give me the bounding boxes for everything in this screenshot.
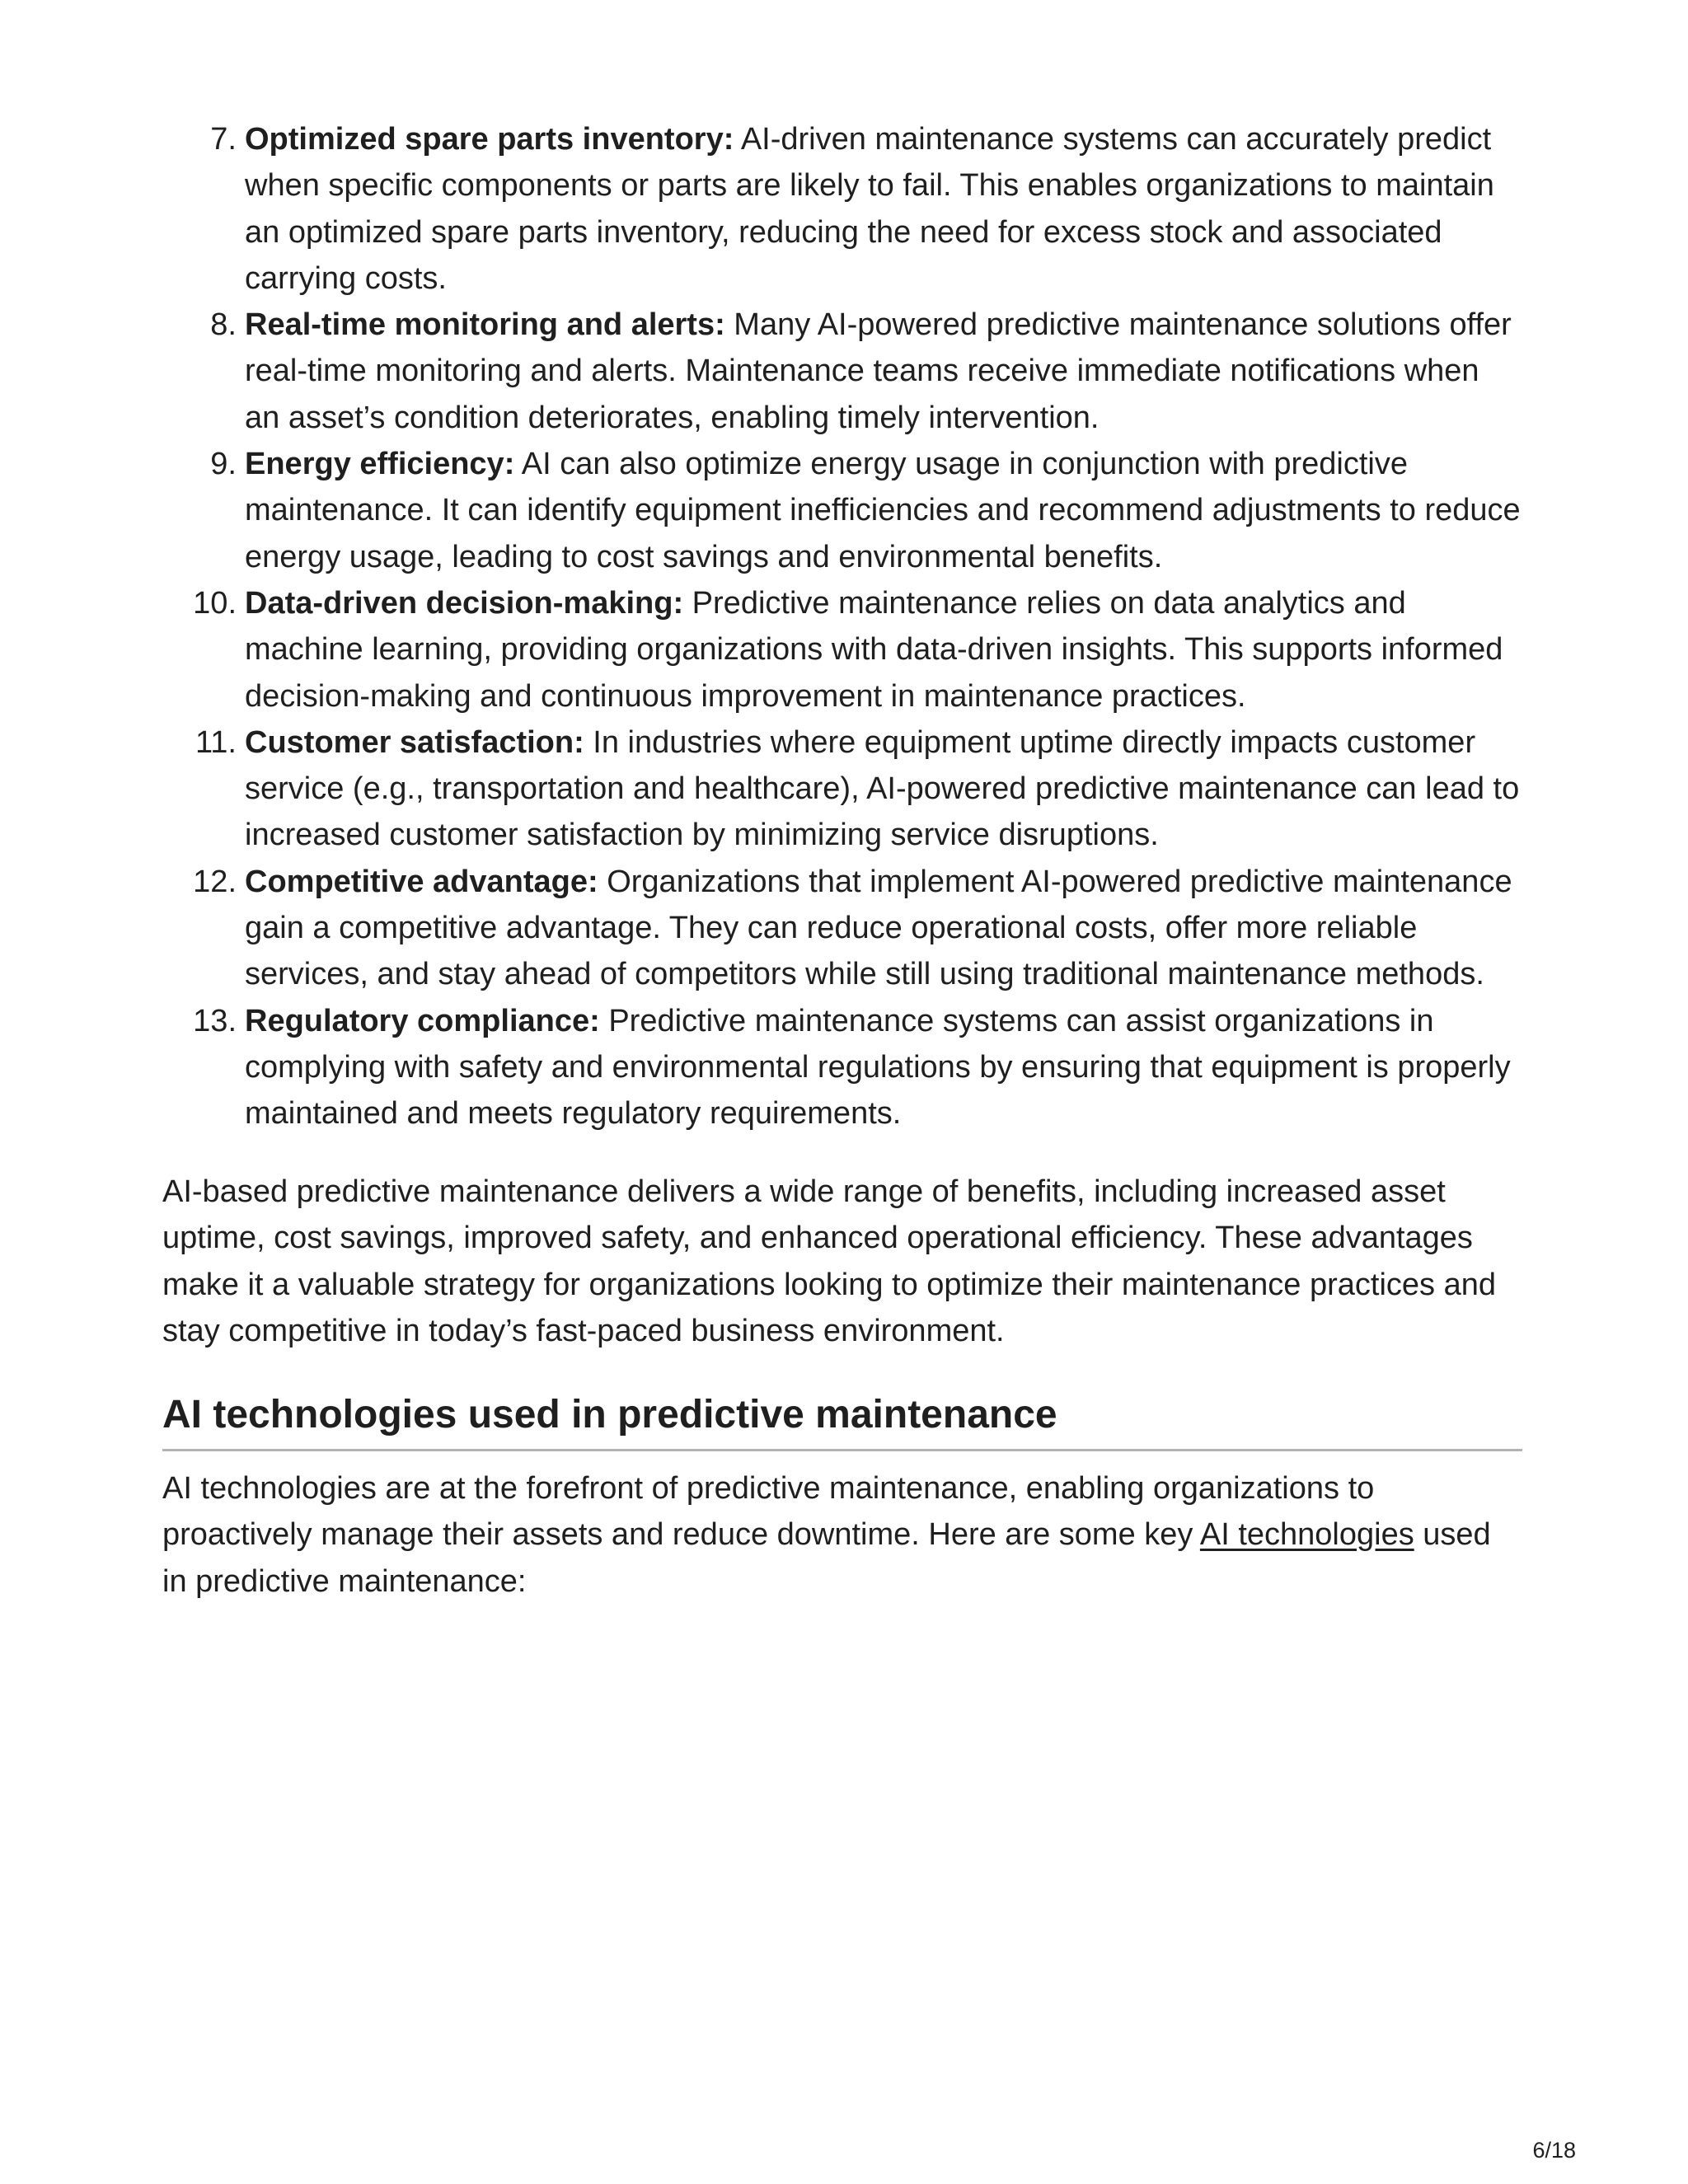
- benefit-item-9: [162, 441, 1522, 580]
- benefit-title: Competitive advantage:: [245, 864, 598, 899]
- intro-text-end: used in predictive maintenance:: [162, 1517, 1491, 1599]
- benefit-title: Optimized spare parts inventory:: [245, 122, 734, 157]
- benefit-description: AI-driven maintenance systems can accurately predict when specific components or parts are likely to fail. This enables organizations to maintain an optimized spare parts inventory, reducing the need for excess stock and associated carrying costs.: [245, 122, 1494, 296]
- benefits-list: [162, 116, 1522, 1137]
- intro-paragraph: [162, 1465, 1522, 1605]
- page-number: 6/18: [1532, 2138, 1576, 2163]
- benefit-title: Data-driven decision-making:: [245, 585, 684, 621]
- benefit-item-10: [162, 580, 1522, 719]
- benefit-description: Predictive maintenance systems can assist organizations in complying with safety and environmental regulations by ensuring that equipment is properly maintained and meets regulatory requirements.: [245, 1003, 1511, 1132]
- benefit-item-11: [162, 719, 1522, 859]
- list-number: 10.: [193, 585, 237, 621]
- benefit-item-7: [162, 116, 1522, 302]
- section-heading: AI technologies used in predictive maintenance: [162, 1386, 1522, 1451]
- benefit-item-8: [162, 302, 1522, 441]
- benefit-description: Organizations that implement AI-powered predictive maintenance gain a competitive advantage. They can reduce operational costs, offer more reliable services, and stay ahead of competitors while still using traditional maintenance methods.: [245, 864, 1512, 992]
- benefit-title: Regulatory compliance:: [245, 1003, 600, 1038]
- benefit-item-13: [162, 998, 1522, 1137]
- list-number: 8.: [210, 307, 237, 343]
- benefit-description: AI can also optimize energy usage in conjunction with predictive maintenance. It can identify equipment inefficiencies and recommend adjustments to reduce energy usage, leading to cost savings and environmental benefits.: [245, 447, 1521, 574]
- benefit-title: Real-time monitoring and alerts:: [245, 307, 725, 343]
- benefit-item-12: [162, 859, 1522, 998]
- list-number: 11.: [195, 724, 237, 760]
- summary-paragraph: AI-based predictive maintenance delivers a wide range of benefits, including increased asset uptime, cost savings, improved safety, and enhanced operational efficiency. These advantages make it a valuable strategy for organizations looking to optimize their maintenance practices and stay competitive in today’s fast-paced business environment.: [162, 1174, 1496, 1349]
- list-number: 7.: [210, 122, 237, 157]
- list-number: 13.: [193, 1003, 237, 1038]
- benefit-title: Customer satisfaction:: [245, 724, 584, 760]
- list-number: 9.: [210, 447, 237, 482]
- document-page: [162, 116, 1522, 1605]
- intro-text: AI technologies are at the forefront of predictive maintenance, enabling organizations to proactively manage their assets and reduce downtime. Here are some key: [162, 1470, 1375, 1553]
- list-number: 12.: [193, 864, 237, 899]
- benefit-description: Many AI-powered predictive maintenance solutions offer real-time monitoring and alerts. Maintenance teams receive immediate notifications when an asset’s condition deteriorates, enabling timely intervention.: [245, 307, 1512, 435]
- benefit-description: Predictive maintenance relies on data analytics and machine learning, providing organizations with data-driven insights. This supports informed decision-making and continuous improvement in maintenance practices.: [245, 585, 1503, 714]
- ai-technologies-link[interactable]: AI technologies: [1199, 1517, 1414, 1553]
- benefit-title: Energy efficiency:: [245, 447, 515, 482]
- benefit-description: In industries where equipment uptime directly impacts customer service (e.g., transportation and healthcare), AI-powered predictive maintenance can lead to increased customer satisfaction by minimizing service disruptions.: [245, 724, 1520, 853]
